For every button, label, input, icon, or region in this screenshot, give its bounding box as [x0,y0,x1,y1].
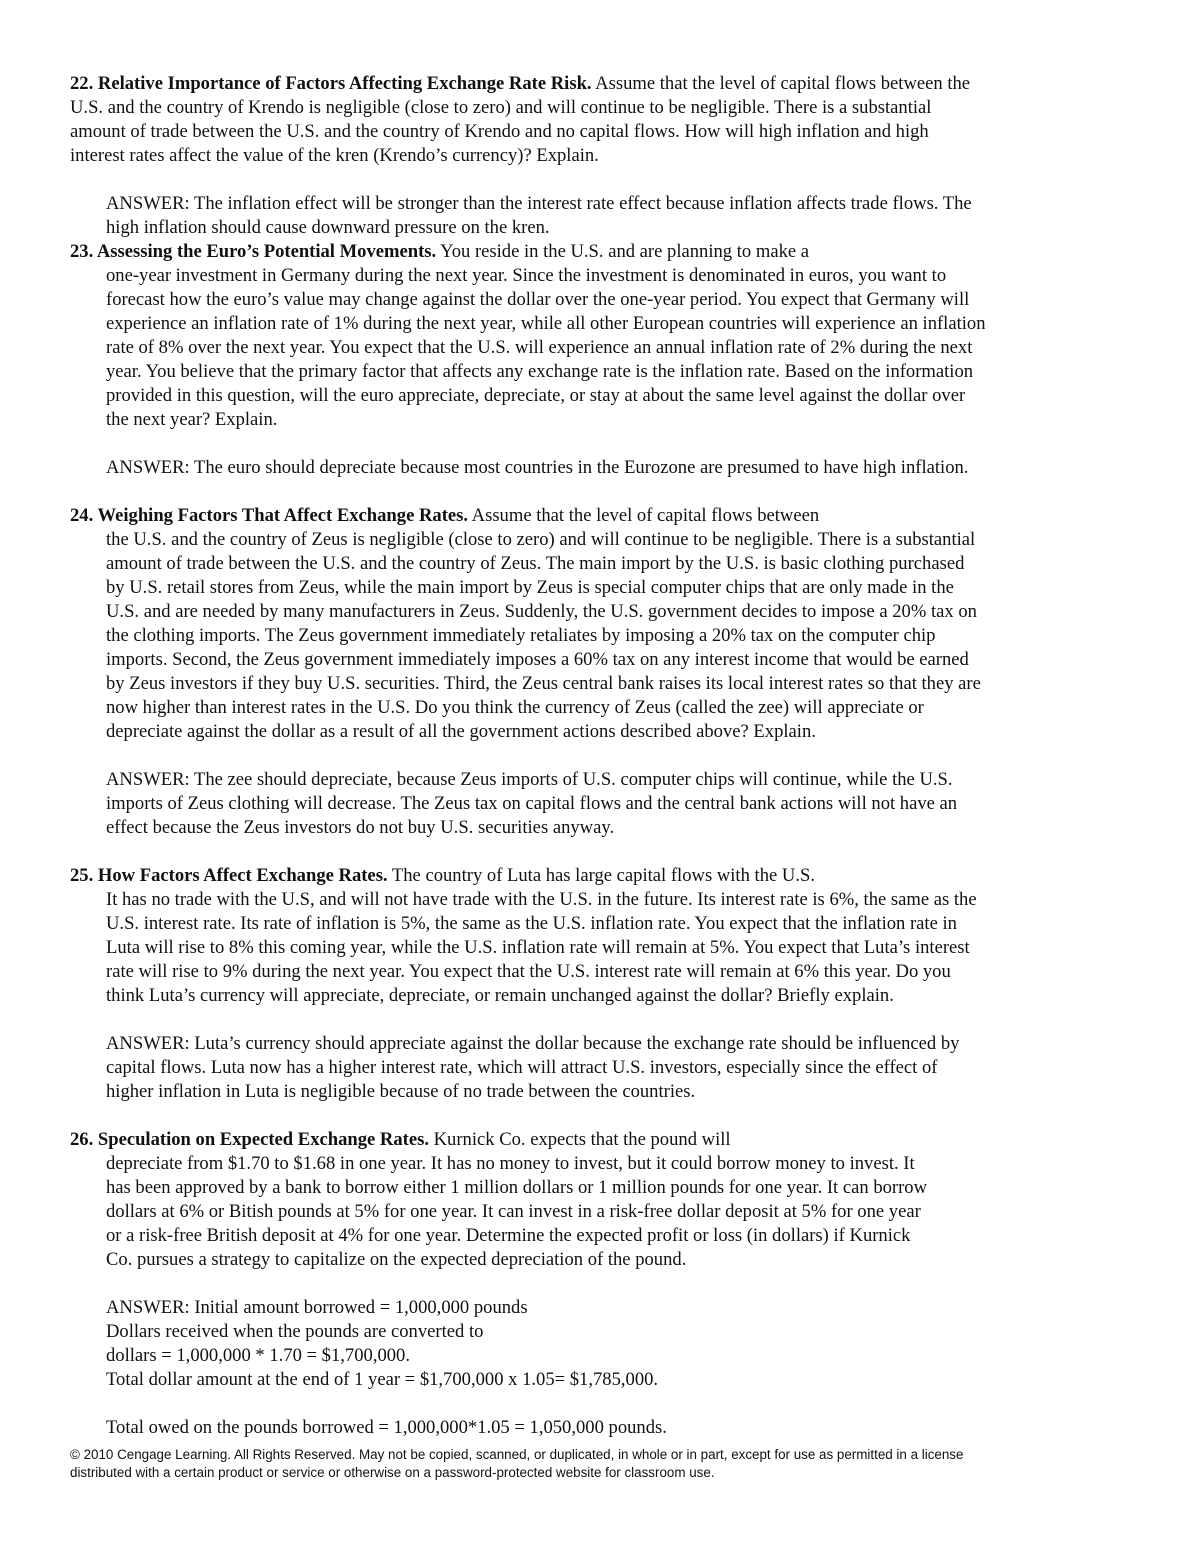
q25-answer-line-3: higher inflation in Luta is negligible because of no trade between the countries. [106,1081,696,1102]
q24-line-6: the clothing imports. The Zeus government immediately retaliates by imposing a 20% tax on the computer chip [106,625,936,646]
q22-line-4: interest rates affect the value of the kren (Krendo’s currency)? Explain. [70,145,599,166]
q23-line-5: rate of 8% over the next year. You expect that the U.S. will experience an annual inflation rate of 2% during the next [106,337,973,358]
q25-line-6: think Luta’s currency will appreciate, depreciate, or remain unchanged against the dollar? Briefly explain. [106,985,894,1006]
q26-answer-line-2: Dollars received when the pounds are converted to [106,1321,484,1342]
q23-line-1 [70,240,809,264]
q26-heading: 26. Speculation on Expected Exchange Rates. [70,1129,429,1150]
q25-answer-line-1: ANSWER: Luta’s currency should appreciate against the dollar because the exchange rate should be influenced by [106,1033,960,1054]
q22-line-3: amount of trade between the U.S. and the country of Krendo and no capital flows. How will high inflation and high [70,121,929,142]
q26-text-1: Kurnick Co. expects that the pound will [428,1129,731,1150]
q25-heading: 25. How Factors Affect Exchange Rates. [70,865,388,886]
q23-text-1: You reside in the U.S. and are planning to make a [436,241,810,262]
q23-heading: 23. Assessing the Euro’s Potential Movements. [70,241,437,262]
q24-line-4: by U.S. retail stores from Zeus, while the main import by Zeus is special computer chips that are only made in the [106,577,954,598]
q23-line-7: provided in this question, will the euro appreciate, depreciate, or stay at about the same level against the dollar over [106,385,966,406]
q26-answer-line-3: dollars = 1,000,000 * 1.70 = $1,700,000. [106,1345,411,1366]
q25-line-1 [70,864,815,888]
q24-answer-line-2: imports of Zeus clothing will decrease. The Zeus tax on capital flows and the central bank actions will not have an [106,793,958,814]
q22-heading: 22. Relative Importance of Factors Affecting Exchange Rate Risk. [70,73,592,94]
q26-line-4: dollars at 6% or Bitish pounds at 5% for one year. It can invest in a risk-free dollar deposit at 5% for one year [106,1201,921,1222]
q22-line-1 [70,72,970,96]
q25-line-2: It has no trade with the U.S, and will not have trade with the U.S. in the future. Its interest rate is 6%, the same as the [106,889,977,910]
q23-line-8: the next year? Explain. [106,409,278,430]
q25-line-3: U.S. interest rate. Its rate of inflation is 5%, the same as the U.S. inflation rate. You expect that the inflation rate in [106,913,957,934]
q24-answer-line-3: effect because the Zeus investors do not buy U.S. securities anyway. [106,817,615,838]
q26-line-5: or a risk-free British deposit at 4% for one year. Determine the expected profit or loss (in dollars) if Kurnick [106,1225,911,1246]
q23-line-2: one-year investment in Germany during the next year. Since the investment is denominated in euros, you want to [106,265,947,286]
q24-answer-line-1: ANSWER: The zee should depreciate, because Zeus imports of U.S. computer chips will continue, while the U.S. [106,769,953,790]
q24-line-7: imports. Second, the Zeus government immediately imposes a 60% tax on any interest income that would be earned [106,649,969,670]
q25-line-4: Luta will rise to 8% this coming year, while the U.S. inflation rate will remain at 5%. You expect that Luta’s interest [106,937,970,958]
q23-line-4: experience an inflation rate of 1% during the next year, while all other European countries will experience an inflation [106,313,986,334]
q26-line-1 [70,1128,731,1152]
q26-answer-line-1: ANSWER: Initial amount borrowed = 1,000,000 pounds [106,1297,528,1318]
q23-line-3: forecast how the euro’s value may change against the dollar over the one-year period. You expect that Germany will [106,289,970,310]
q24-line-1 [70,504,819,528]
q25-text-1: The country of Luta has large capital flows with the U.S. [387,865,815,886]
q25-answer-line-2: capital flows. Luta now has a higher interest rate, which will attract U.S. investors, especially since the effect of [106,1057,938,1078]
q22-line-2: U.S. and the country of Krendo is negligible (close to zero) and will continue to be negligible. There is a substantial [70,97,932,118]
q24-heading: 24. Weighing Factors That Affect Exchange Rates. [70,505,469,526]
q24-line-8: by Zeus investors if they buy U.S. securities. Third, the Zeus central bank raises its local interest rates so that they are [106,673,981,694]
q26-answer-line-5: Total owed on the pounds borrowed = 1,000,000*1.05 = 1,050,000 pounds. [106,1417,667,1438]
q24-line-5: U.S. and are needed by many manufacturers in Zeus. Suddenly, the U.S. government decides to impose a 20% tax on [106,601,977,622]
q26-answer-line-4: Total dollar amount at the end of 1 year = $1,700,000 x 1.05= $1,785,000. [106,1369,659,1390]
q24-line-9: now higher than interest rates in the U.S. Do you think the currency of Zeus (called the zee) will appreciate or [106,697,924,718]
copyright-footer-line-1: © 2010 Cengage Learning. All Rights Reserved. May not be copied, scanned, or duplicated, in whole or in part, except for use as permitted in a license [70,1447,964,1462]
q24-text-1: Assume that the level of capital flows between [468,505,820,526]
q23-answer-line-1: ANSWER: The euro should depreciate because most countries in the Eurozone are presumed to have high inflation. [106,457,969,478]
q23-line-6: year. You believe that the primary factor that affects any exchange rate is the inflation rate. Based on the information [106,361,974,382]
q26-line-2: depreciate from $1.70 to $1.68 in one year. It has no money to invest, but it could borrow money to invest. It [106,1153,915,1174]
q24-line-3: amount of trade between the U.S. and the country of Zeus. The main import by the U.S. is basic clothing purchased [106,553,965,574]
q24-line-2: the U.S. and the country of Zeus is negligible (close to zero) and will continue to be negligible. There is a substantial [106,529,976,550]
q24-line-10: depreciate against the dollar as a result of all the government actions described above? Explain. [106,721,816,742]
copyright-footer-line-2: distributed with a certain product or service or otherwise on a password-protected website for classroom use. [70,1465,715,1480]
q22-answer-line-1: ANSWER: The inflation effect will be stronger than the interest rate effect because inflation affects trade flows. The [106,193,972,214]
q26-line-6: Co. pursues a strategy to capitalize on the expected depreciation of the pound. [106,1249,687,1270]
q22-answer-line-2: high inflation should cause downward pressure on the kren. [106,217,550,238]
q22-text-1: Assume that the level of capital flows between the [591,73,971,94]
q26-line-3: has been approved by a bank to borrow either 1 million dollars or 1 million pounds for one year. It can borrow [106,1177,928,1198]
q25-line-5: rate will rise to 9% during the next year. You expect that the U.S. interest rate will remain at 6% this year. Do you [106,961,951,982]
